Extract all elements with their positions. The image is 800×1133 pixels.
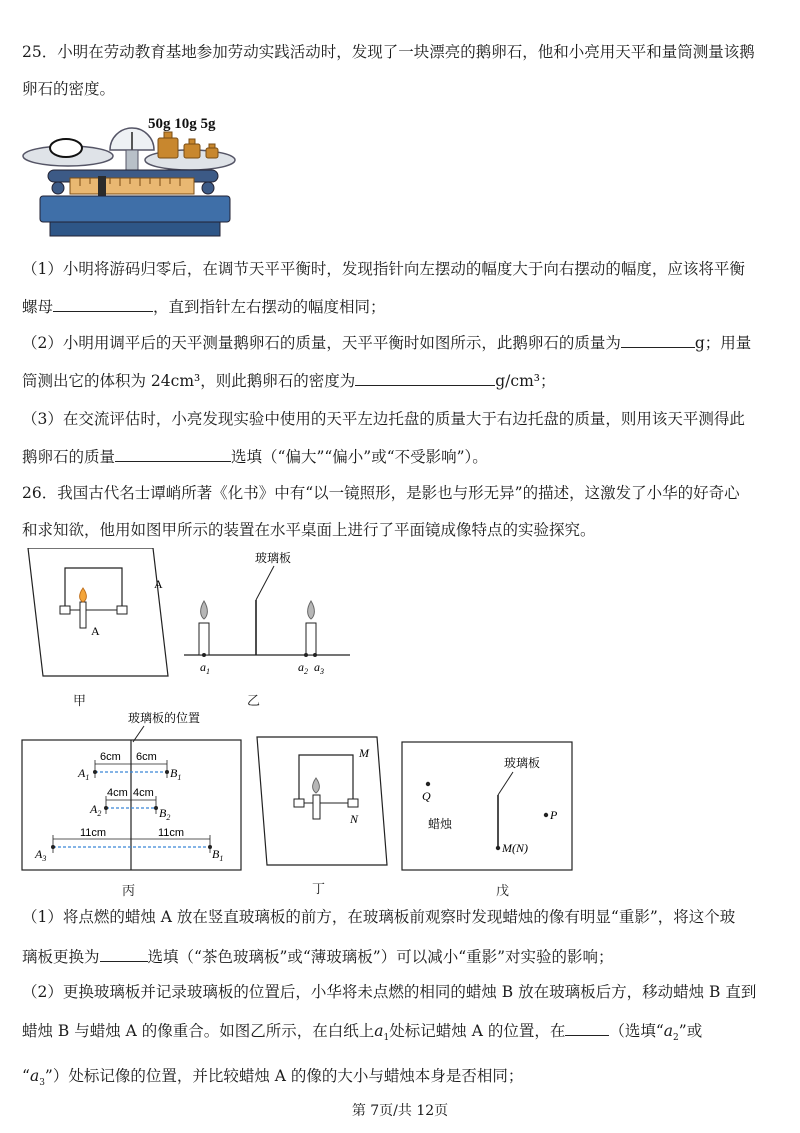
bing-B1: B	[170, 766, 178, 780]
svg-text:A1	[77, 766, 89, 782]
yi-a3-sub: 3	[320, 667, 324, 676]
figure-ding	[255, 735, 390, 870]
q26-part1-line2	[22, 945, 780, 967]
jia-label-A: A	[154, 577, 163, 591]
q25-part3-blank[interactable]	[115, 445, 231, 462]
q26-part2-text-f: ”）处标记像的位置，并比较蜡烛 A 的像的大小与蜡烛本身是否相同；	[44, 1067, 524, 1085]
candle-icon	[80, 602, 86, 628]
flame-icon	[80, 588, 87, 602]
q25-part2-density-blank[interactable]	[355, 369, 495, 386]
svg-text:B1	[170, 766, 181, 782]
bing-d1-left: 6cm	[100, 751, 121, 763]
q26-part2-line2	[22, 1019, 780, 1048]
svg-text:A2	[89, 802, 101, 818]
bing-d2-left: 4cm	[107, 787, 128, 799]
bing-A1: A	[78, 766, 86, 780]
q25-part2-text-d: g/cm³；	[495, 372, 556, 390]
q25-part3-text-a: 鹅卵石的质量	[22, 448, 116, 466]
q26-part2-blank[interactable]	[565, 1019, 609, 1036]
q26-part2-a1: a	[374, 1022, 384, 1040]
bing-B1-sub: 1	[177, 773, 182, 782]
wu-MN: M(N)	[502, 841, 528, 855]
yi-a1-sub: 1	[206, 667, 210, 676]
ding-candle-icon	[313, 795, 320, 819]
yi-flame-icon	[201, 601, 208, 619]
yi-a1: a	[200, 660, 206, 674]
wu-P: P	[550, 808, 558, 822]
q26-part2-text-b: 处标记蜡烛 A 的位置，在	[389, 1022, 566, 1040]
q26-part2-a2: a	[663, 1022, 674, 1040]
bing-B3: B	[212, 847, 220, 861]
q26-intro-line2: 和求知欲，他用如图甲所示的装置在水平桌面上进行了平面镜成像特点的实验探究。	[22, 521, 596, 539]
caption-wu: 戊	[496, 884, 510, 899]
q26-part2-a2-sub: 2	[673, 1033, 679, 1044]
figure-bing	[20, 708, 245, 873]
q26-part2-text-d: ”或	[678, 1022, 703, 1040]
bing-B3-sub: 1	[219, 854, 224, 863]
bing-B2: B	[159, 806, 167, 820]
ding-flame-icon	[313, 778, 320, 793]
q25-part2-line2	[22, 369, 780, 391]
ding-M: M	[359, 746, 369, 760]
q25-intro-line1: 25．小明在劳动教育基地参加劳动实践活动时，发现了一块漂亮的鹅卵石，他和小亮用天平和量筒测量该鹅	[22, 43, 755, 61]
caption-yi: 乙	[247, 694, 261, 709]
svg-text:a1	[200, 660, 210, 676]
q25-part2-text-c: 筒测出它的体积为 24cm³，则此鹅卵石的密度为	[22, 372, 356, 390]
q25-part1-line1: （1）小明将游码归零后，在调节天平平衡时，发现指针向左摆动的幅度大于向右摆动的幅度，应该将平衡	[22, 260, 745, 278]
bing-A3-sub: 3	[42, 854, 47, 863]
figure-jia	[18, 548, 178, 698]
bing-d2-right: 4cm	[133, 787, 154, 799]
q25-part1-text-b: ，直到指针左右摆动的幅度相同；	[153, 298, 386, 316]
q25-part1-blank[interactable]	[53, 295, 153, 312]
weights-label: 50g 10g 5g	[148, 116, 216, 132]
caption-ding: 丁	[312, 882, 326, 897]
yi-a2-sub: 2	[304, 667, 308, 676]
svg-text:B1	[212, 847, 223, 863]
svg-text:B2	[159, 806, 170, 822]
q26-part1-blank[interactable]	[100, 945, 148, 962]
q25-part2-text-a: （2）小明用调平后的天平测量鹅卵石的质量，天平平衡时如图所示，此鹅卵石的质量为	[22, 334, 621, 352]
q26-part1-line1: （1）将点燃的蜡烛 A 放在竖直玻璃板的前方，在玻璃板前观察时发现蜡烛的像有明显“重影”，将这个玻	[22, 908, 736, 926]
q25-part2-line1	[22, 331, 780, 353]
figure-yi	[180, 548, 355, 678]
bing-d1-right: 6cm	[136, 751, 157, 763]
svg-text:A3	[34, 847, 46, 863]
svg-text:a2	[298, 660, 308, 676]
yi-image-flame-icon	[308, 601, 315, 619]
q26-part1-text-a: 璃板更换为	[22, 948, 100, 966]
bing-A1-sub: 1	[85, 773, 90, 782]
q25-part3-line1: （3）在交流评估时，小亮发现实验中使用的天平左边托盘的质量大于右边托盘的质量，则用该天平测得此	[22, 410, 745, 428]
bing-d3-left: 11cm	[80, 827, 107, 839]
weight-10g-icon	[184, 139, 200, 158]
q25-part1-text-a: 螺母	[22, 298, 54, 316]
page-footer: 第 7页/共 12页	[351, 1103, 449, 1119]
weight-5g-icon	[206, 144, 218, 158]
jia-candle-label: A	[91, 624, 100, 638]
bing-d3-right: 11cm	[158, 827, 185, 839]
wu-glass-label: 玻璃板	[504, 756, 541, 770]
figure-wu	[400, 740, 575, 872]
yi-glass-label: 玻璃板	[255, 551, 292, 565]
ding-N: N	[350, 812, 359, 826]
wu-candle-label: 蜡烛	[428, 817, 453, 831]
q26-intro-line1: 26．我国古代名士谭峭所著《化书》中有“以一镜照形，是影也与形无异”的描述，这激发了小华的好奇心	[22, 484, 740, 502]
q26-part2-line3	[22, 1066, 780, 1093]
q25-part1-line2	[22, 295, 780, 317]
bing-A2: A	[90, 802, 98, 816]
bing-glass-pos-label: 玻璃板的位置	[128, 711, 201, 725]
bing-B2-sub: 2	[166, 813, 171, 822]
caption-jia: 甲	[73, 694, 87, 709]
yi-a3: a	[314, 660, 320, 674]
rider-icon	[98, 176, 106, 196]
q25-part2-mass-blank[interactable]	[621, 331, 695, 348]
q26-part2-a1-sub: 1	[383, 1033, 390, 1044]
q25-part3-line2	[22, 445, 780, 467]
q25-part3-text-b: 选填（“偏大”“偏小”或“不受影响”）。	[231, 448, 488, 466]
svg-text:a3	[314, 660, 324, 676]
q26-part2-text-c: （选填“	[609, 1022, 664, 1040]
q26-part1-text-b: 选填（“茶色玻璃板”或“薄玻璃板”）可以减小“重影”对实验的影响；	[147, 948, 614, 966]
caption-bing: 丙	[122, 884, 136, 899]
q26-part2-text-a: 蜡烛 B 与蜡烛 A 的像重合。如图乙所示，在白纸上	[22, 1022, 375, 1040]
q26-part2-a3-sub: 3	[39, 1078, 45, 1089]
wu-Q: Q	[422, 789, 431, 803]
yi-a2: a	[298, 660, 304, 674]
bing-A3: A	[35, 847, 43, 861]
q26-part2-line1: （2）更换玻璃板并记录玻璃板的位置后，小华将未点燃的相同的蜡烛 B 放在玻璃板后方，移动蜡烛 B 直到	[22, 983, 757, 1001]
pebble-icon	[50, 139, 82, 157]
q26-part2-text-e: “	[22, 1067, 30, 1085]
weight-50g-icon	[158, 132, 178, 158]
q25-part2-text-b: g；用量	[694, 334, 752, 352]
balance-figure	[20, 108, 240, 243]
q26-part2-a3: a	[29, 1067, 40, 1085]
q25-intro-line2: 卵石的密度。	[22, 80, 116, 98]
bing-A2-sub: 2	[97, 809, 102, 818]
